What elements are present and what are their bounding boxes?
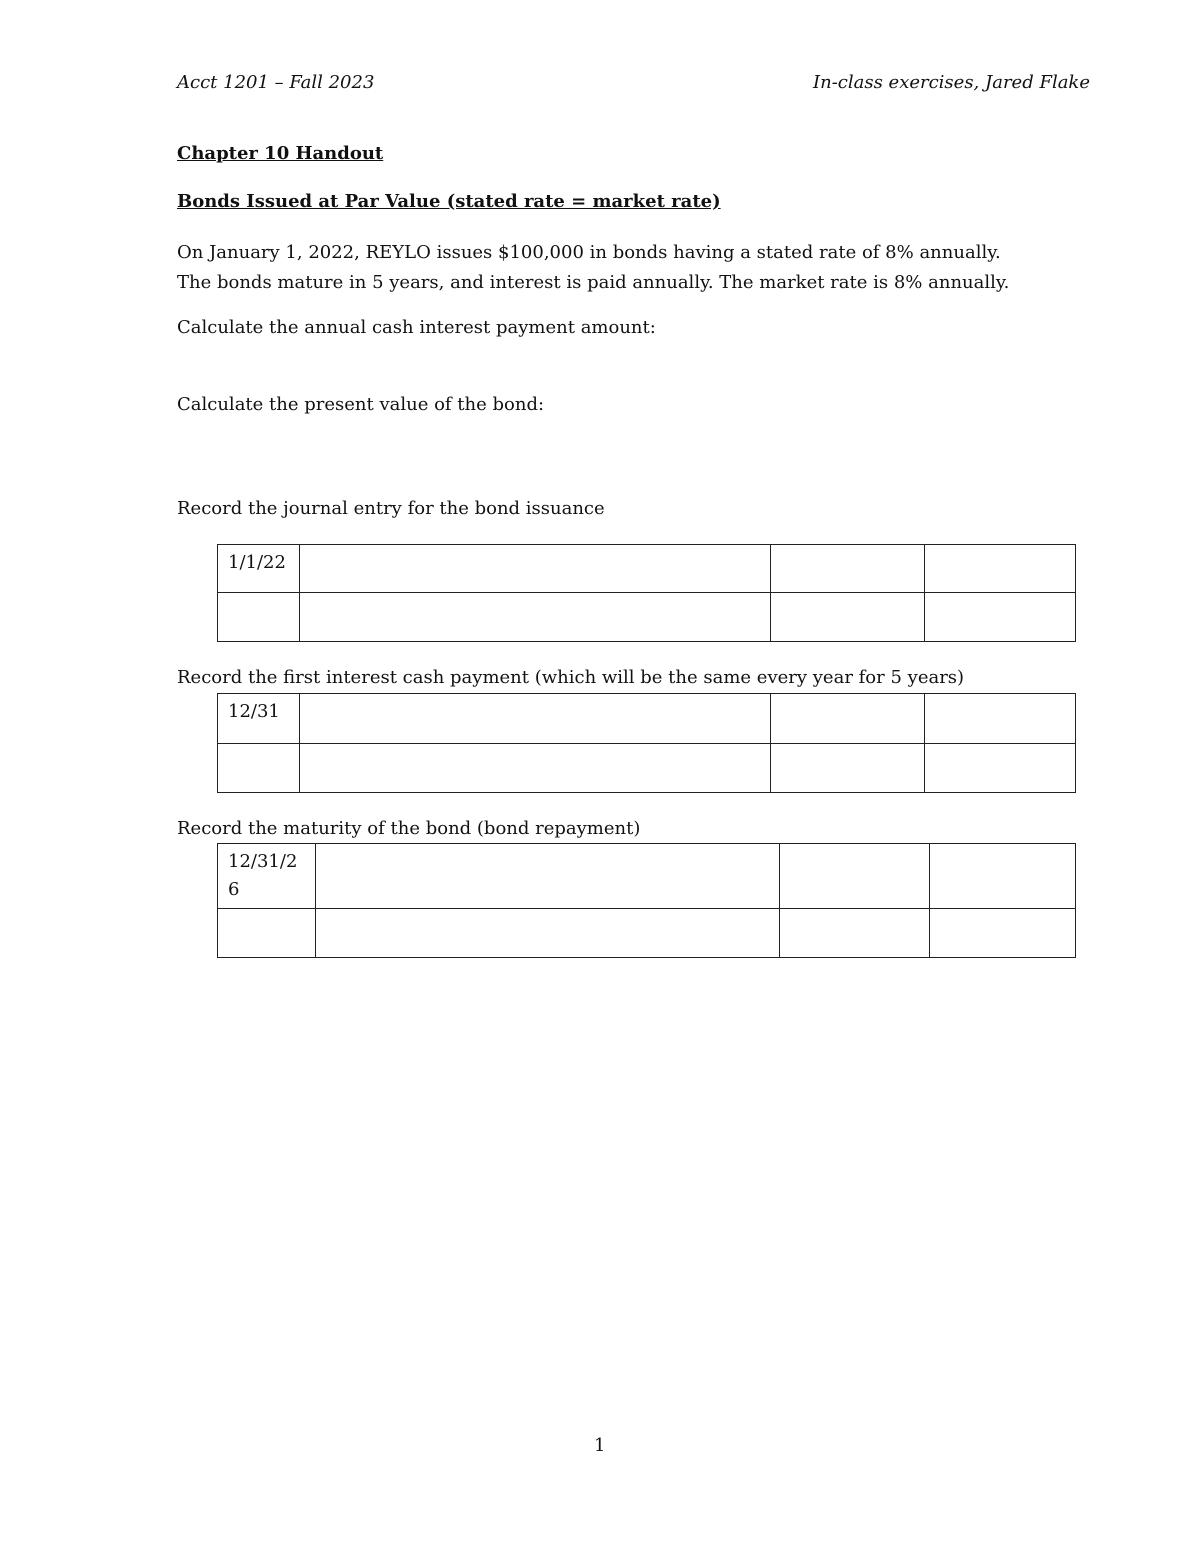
prompt-interest-entry: Record the first interest cash payment (which will be the same every year for 5 years) — [177, 667, 965, 688]
credit-cell[interactable] — [925, 593, 1076, 642]
prompt-cash-interest: Calculate the annual cash interest payment amount: — [177, 317, 656, 338]
entry-date-cell: 1/1/22 — [218, 545, 300, 593]
entry-date-cell[interactable] — [218, 593, 300, 642]
credit-cell[interactable] — [925, 694, 1076, 744]
table-row — [218, 909, 1076, 958]
entry-date-cell: 12/31 — [218, 694, 300, 744]
instructor-header: In-class exercises, Jared Flake — [812, 72, 1090, 93]
prompt-issuance-entry: Record the journal entry for the bond issuance — [177, 498, 605, 519]
page-number: 1 — [594, 1435, 606, 1456]
table-row — [218, 694, 1076, 744]
account-cell[interactable] — [316, 909, 780, 958]
table-row — [218, 844, 1076, 909]
table-row — [218, 744, 1076, 793]
account-cell[interactable] — [300, 744, 771, 793]
debit-cell[interactable] — [771, 744, 925, 793]
interest-journal-table — [217, 693, 1076, 793]
date-line: 12/31/2 — [228, 851, 298, 872]
account-cell[interactable] — [300, 593, 771, 642]
entry-date-cell — [218, 844, 316, 909]
debit-cell[interactable] — [771, 545, 925, 593]
date-line: 6 — [228, 879, 240, 900]
debit-cell[interactable] — [780, 909, 930, 958]
account-cell[interactable] — [300, 694, 771, 744]
table-row — [218, 593, 1076, 642]
prompt-maturity-entry: Record the maturity of the bond (bond repayment) — [177, 818, 641, 839]
page-title: Chapter 10 Handout — [177, 143, 384, 164]
maturity-journal-table — [217, 843, 1076, 958]
section-heading: Bonds Issued at Par Value (stated rate = market rate) — [177, 191, 721, 212]
credit-cell[interactable] — [925, 744, 1076, 793]
entry-date-cell[interactable] — [218, 909, 316, 958]
problem-statement: On January 1, 2022, REYLO issues $100,000 in bonds having a stated rate of 8% annually. The bonds mature in 5 years, and interest is paid annually. The market rate is 8% annually. — [177, 242, 1010, 293]
account-cell[interactable] — [316, 844, 780, 909]
entry-date-cell[interactable] — [218, 744, 300, 793]
credit-cell[interactable] — [930, 844, 1076, 909]
credit-cell[interactable] — [930, 909, 1076, 958]
issuance-journal-table — [217, 544, 1076, 642]
course-header: Acct 1201 – Fall 2023 — [177, 72, 375, 93]
debit-cell[interactable] — [780, 844, 930, 909]
debit-cell[interactable] — [771, 694, 925, 744]
prompt-present-value: Calculate the present value of the bond: — [177, 394, 545, 415]
credit-cell[interactable] — [925, 545, 1076, 593]
debit-cell[interactable] — [771, 593, 925, 642]
table-row — [218, 545, 1076, 593]
account-cell[interactable] — [300, 545, 771, 593]
